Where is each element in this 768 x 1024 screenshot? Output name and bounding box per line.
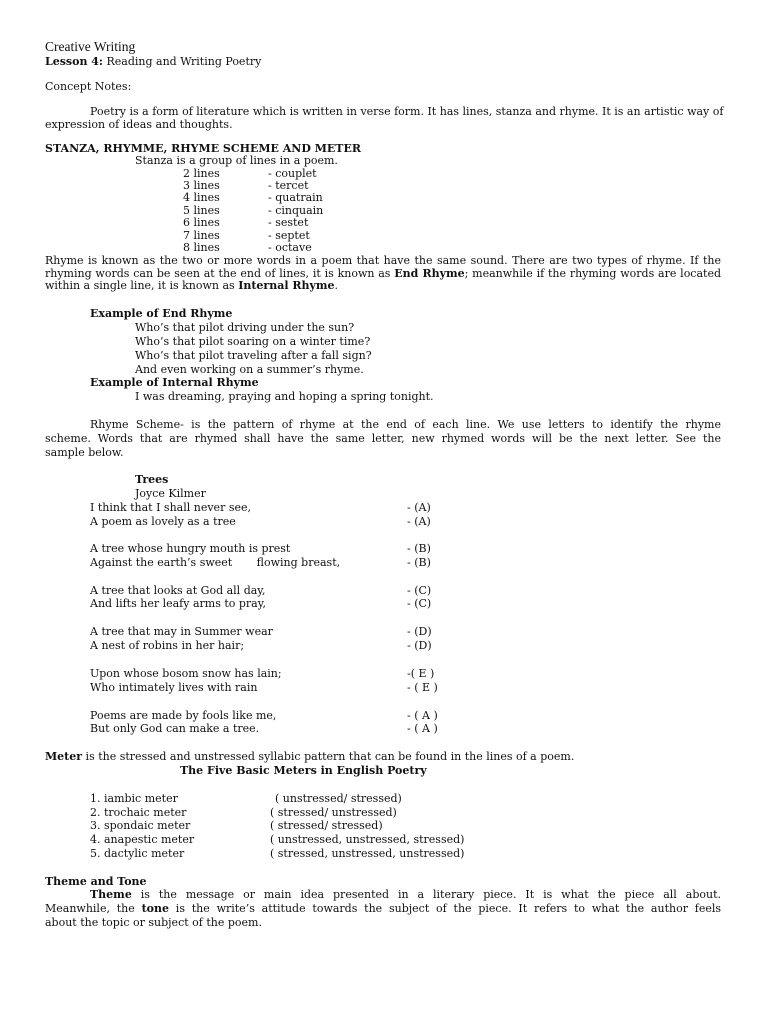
- lesson-line: [45, 55, 261, 68]
- rhyme-text: ; meanwhile if the rhyming words are located: [464, 267, 722, 280]
- internal-rhyme-example-line: I was dreaming, praying and hoping a spring tonight.: [135, 390, 434, 403]
- end-rhyme-term: End Rhyme: [394, 267, 465, 280]
- poem-line: And lifts her leafy arms to pray,: [90, 597, 266, 610]
- stanza-lines: 5 lines: [183, 204, 220, 217]
- stanza-lines: 2 lines: [183, 167, 220, 180]
- rhyme-mark: - (B): [407, 542, 431, 555]
- meter-pattern: ( unstressed/ stressed): [275, 792, 402, 805]
- scheme-line-3: sample below.: [45, 446, 124, 459]
- internal-rhyme-heading: Example of Internal Rhyme: [90, 376, 259, 389]
- meter-pattern: ( stressed, unstressed, unstressed): [270, 847, 465, 860]
- meter-pattern: ( unstressed, unstressed, stressed): [270, 833, 465, 846]
- theme-line-3: about the topic or subject of the poem.: [45, 916, 262, 929]
- poem-author: Joyce Kilmer: [135, 487, 206, 500]
- end-rhyme-example-line: Who’s that pilot soaring on a winter time?: [135, 335, 371, 348]
- theme-term: Theme: [90, 888, 132, 901]
- tone-term: tone: [141, 902, 169, 915]
- rhyme-mark: - (D): [407, 639, 432, 652]
- meter-name: 1. iambic meter: [90, 792, 178, 805]
- stanza-lines: 3 lines: [183, 179, 220, 192]
- poem-line: I think that I shall never see,: [90, 501, 251, 514]
- meter-heading: The Five Basic Meters in English Poetry: [180, 764, 427, 777]
- meter-name: 2. trochaic meter: [90, 806, 187, 819]
- poem-line: Who intimately lives with rain: [90, 681, 258, 694]
- stanza-lines: 8 lines: [183, 241, 220, 254]
- rhyme-mark: - (A): [407, 501, 431, 514]
- rhyme-line-3: [45, 279, 338, 292]
- poem-line: A tree whose hungry mouth is prest: [90, 542, 291, 555]
- rhyme-text: rhyming words can be seen at the end of lines, it is known as: [45, 267, 395, 280]
- stanza-name: - septet: [268, 229, 310, 242]
- stanza-lines: 7 lines: [183, 229, 220, 242]
- rhyme-line-1: Rhyme is known as the two or more words in a poem that have the same sound. There are two types of rhyme. If the: [45, 254, 721, 267]
- stanza-name: - tercet: [268, 179, 309, 192]
- rhyme-mark: - (A): [407, 515, 431, 528]
- rhyme-mark: - (D): [407, 625, 432, 638]
- lesson-label: Lesson 4:: [45, 55, 103, 68]
- rhyme-mark: - ( A ): [407, 722, 438, 735]
- meter-text: is the stressed and unstressed syllabic pattern that can be found in the lines of a poem.: [82, 750, 575, 763]
- internal-rhyme-term: Internal Rhyme: [238, 279, 335, 292]
- poem-line: A nest of robins in her hair;: [90, 639, 245, 652]
- rhyme-mark: - ( A ): [407, 709, 438, 722]
- meter-pattern: ( stressed/ unstressed): [270, 806, 397, 819]
- end-rhyme-heading: Example of End Rhyme: [90, 307, 233, 320]
- meter-name: 4. anapestic meter: [90, 833, 195, 846]
- stanza-name: - couplet: [268, 167, 317, 180]
- poem-line: Against the earth’s sweet flowing breast,: [90, 556, 341, 569]
- meter-term: Meter: [45, 750, 83, 763]
- theme-text: Meanwhile, the: [45, 902, 142, 915]
- end-rhyme-example-line: And even working on a summer’s rhyme.: [135, 363, 364, 376]
- rhyme-text: .: [334, 279, 339, 292]
- meter-name: 5. dactylic meter: [90, 847, 185, 860]
- theme-text: is the message or main idea presented in a literary piece. It is what the piece all about.: [131, 888, 721, 901]
- rhyme-mark: -( E ): [407, 667, 435, 680]
- poem-line: Upon whose bosom snow has lain;: [90, 667, 282, 680]
- stanza-heading: STANZA, RHYMME, RHYME SCHEME AND METER: [45, 142, 361, 155]
- end-rhyme-example-line: Who’s that pilot traveling after a fall sign?: [135, 349, 372, 362]
- page-title: Creative Writing: [45, 39, 136, 54]
- rhyme-text: within a single line, it is known as: [45, 279, 239, 292]
- theme-text: is the write’s attitude towards the subject of the piece. It refers to what the author feels: [169, 902, 722, 915]
- concept-notes-label: Concept Notes:: [45, 80, 132, 93]
- meter-name: 3. spondaic meter: [90, 819, 191, 832]
- stanza-name: - octave: [268, 241, 312, 254]
- poem-line: A poem as lovely as a tree: [90, 515, 236, 528]
- meter-pattern: ( stressed/ stressed): [270, 819, 383, 832]
- stanza-lines: 6 lines: [183, 216, 220, 229]
- lesson-title: Reading and Writing Poetry: [103, 55, 262, 68]
- intro-line-1: Poetry is a form of literature which is written in verse form. It has lines, stanza and rhyme. It is an artistic way of: [90, 105, 724, 118]
- poem-line: A tree that looks at God all day,: [90, 584, 266, 597]
- stanza-name: - quatrain: [268, 191, 323, 204]
- rhyme-mark: - (B): [407, 556, 431, 569]
- meter-definition: [45, 750, 574, 763]
- poem-line: Poems are made by fools like me,: [90, 709, 277, 722]
- scheme-line-2: scheme. Words that are rhymed shall have the same letter, new rhymed words will be the next letter. See the: [45, 432, 721, 445]
- scheme-line-1: Rhyme Scheme- is the pattern of rhyme at the end of each line. We use letters to identify the rhyme: [90, 418, 721, 431]
- stanza-definition: Stanza is a group of lines in a poem.: [135, 154, 338, 167]
- poem-line: But only God can make a tree.: [90, 722, 260, 735]
- theme-line-1: [90, 888, 721, 901]
- theme-line-2: [45, 902, 721, 915]
- poem-title: Trees: [135, 473, 169, 486]
- rhyme-mark: - ( E ): [407, 681, 438, 694]
- stanza-lines: 4 lines: [183, 191, 220, 204]
- intro-line-2: expression of ideas and thoughts.: [45, 118, 233, 131]
- stanza-name: - sestet: [268, 216, 309, 229]
- end-rhyme-example-line: Who’s that pilot driving under the sun?: [135, 321, 355, 334]
- poem-line: A tree that may in Summer wear: [90, 625, 273, 638]
- stanza-name: - cinquain: [268, 204, 324, 217]
- rhyme-mark: - (C): [407, 597, 432, 610]
- theme-heading: Theme and Tone: [45, 875, 147, 888]
- rhyme-mark: - (C): [407, 584, 432, 597]
